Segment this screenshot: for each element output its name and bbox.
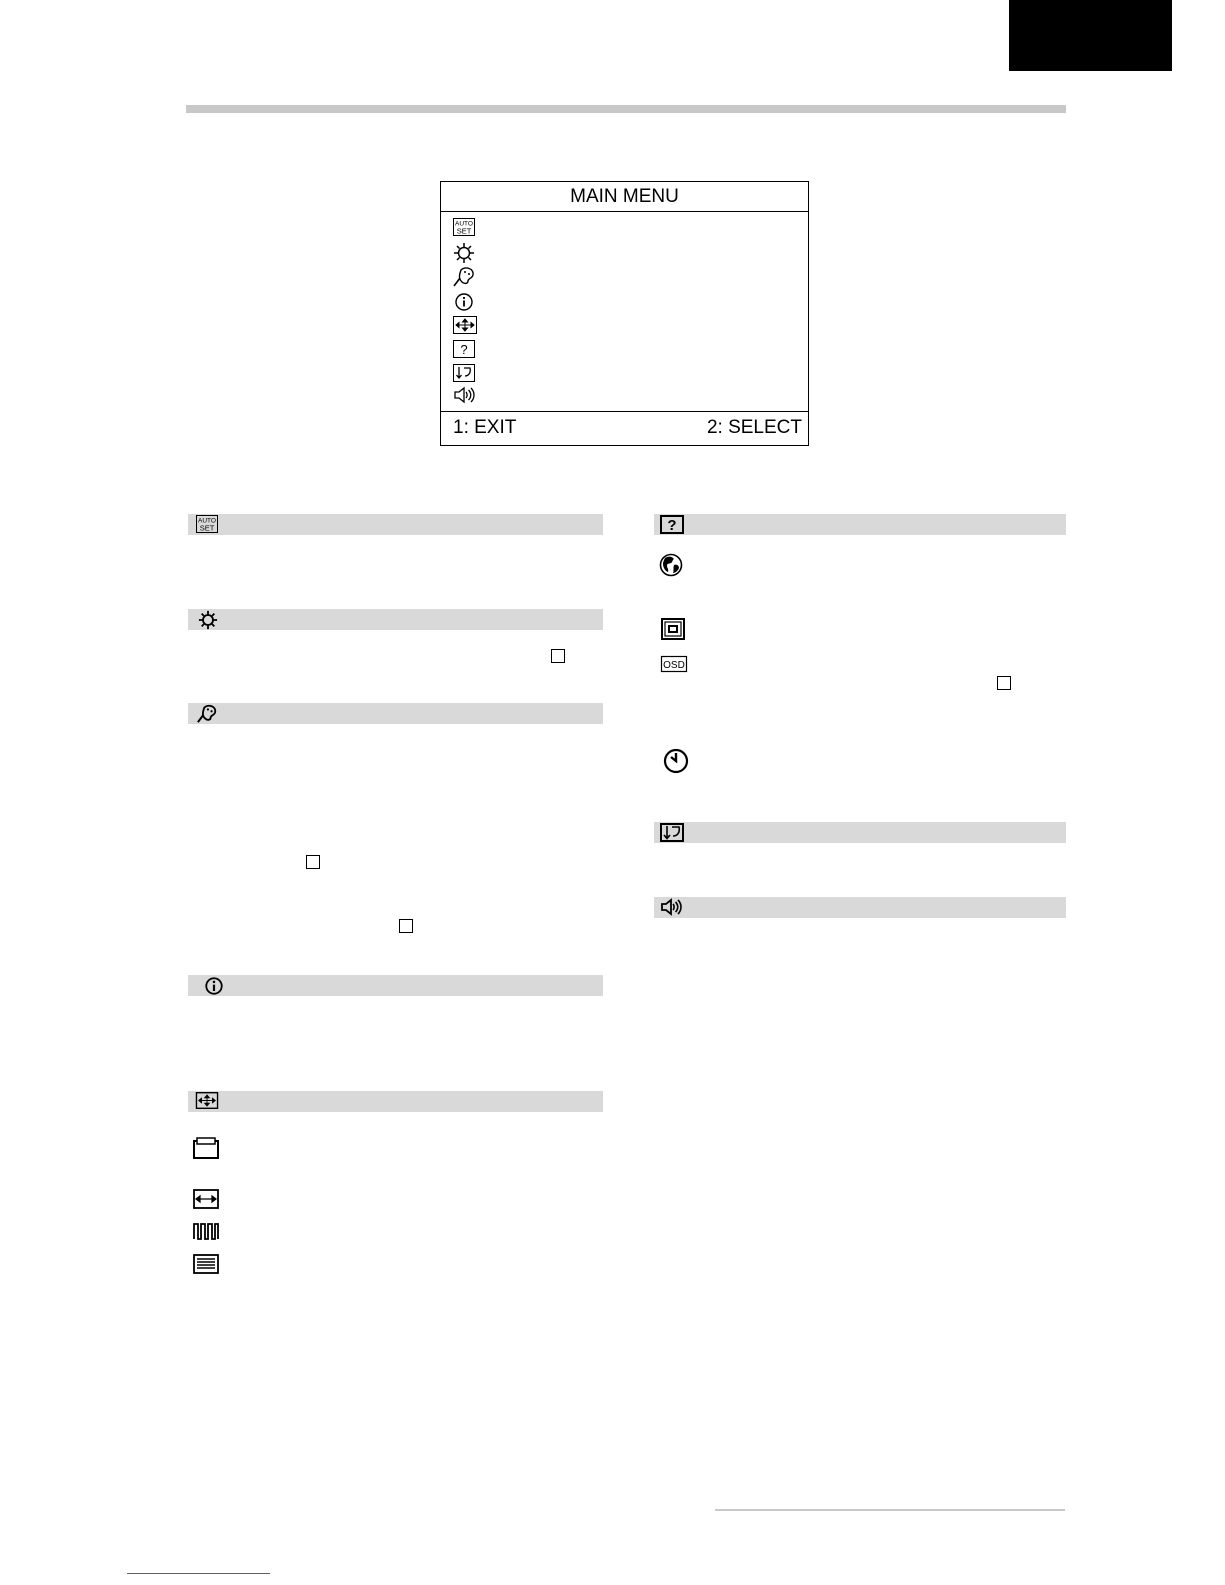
information-icon xyxy=(204,976,226,995)
clock-icon xyxy=(193,1254,221,1280)
color-palette-icon xyxy=(196,704,218,723)
position-icon[interactable] xyxy=(453,316,477,338)
speaker-icon xyxy=(660,898,682,917)
osd-timer-icon xyxy=(663,748,691,774)
checkbox-marker xyxy=(399,919,413,933)
auto-text: AUTO xyxy=(198,517,216,525)
checkbox-marker xyxy=(551,649,565,663)
auto-set-icon xyxy=(196,515,218,534)
section-bar-help xyxy=(654,514,1066,535)
osd-label-icon xyxy=(661,656,689,682)
information-icon[interactable] xyxy=(453,291,477,313)
select-label[interactable]: 2: SELECT xyxy=(706,417,802,438)
svg-text:?: ? xyxy=(460,342,468,357)
section-bar-information xyxy=(188,975,603,996)
osd-menu-footer xyxy=(441,411,808,445)
reset-icon xyxy=(660,823,682,842)
checkbox-marker xyxy=(997,676,1011,690)
color-palette-icon[interactable] xyxy=(453,266,477,288)
brightness-icon[interactable] xyxy=(453,242,477,264)
auto-text: AUTO xyxy=(455,220,473,228)
footer-link-underline xyxy=(127,1573,270,1574)
section-bar-color xyxy=(188,703,603,724)
header-rule xyxy=(186,105,1066,113)
osd-position-icon xyxy=(661,618,689,644)
h-size-icon xyxy=(193,1189,221,1215)
h-v-position-icon xyxy=(193,1138,221,1164)
chapter-tab-block xyxy=(1009,0,1172,71)
section-bar-auto-set xyxy=(188,514,603,535)
section-bar-brightness xyxy=(188,609,603,630)
help-icon xyxy=(660,515,682,534)
position-icon xyxy=(196,1092,218,1111)
footer-rule xyxy=(715,1509,1065,1511)
checkbox-marker xyxy=(306,855,320,869)
section-bar-position xyxy=(188,1091,603,1112)
phase-icon xyxy=(193,1222,221,1248)
brightness-icon xyxy=(198,610,220,629)
reset-icon[interactable] xyxy=(453,364,477,386)
language-globe-icon xyxy=(659,553,687,579)
section-bar-audio xyxy=(654,897,1066,918)
osd-main-menu xyxy=(440,181,809,446)
section-bar-reset xyxy=(654,822,1066,843)
auto-set-icon[interactable] xyxy=(453,218,477,240)
help-icon[interactable] xyxy=(453,340,477,362)
svg-text:?: ? xyxy=(667,517,677,534)
osd-menu-title: MAIN MENU xyxy=(441,182,808,212)
set-text: SET xyxy=(456,226,472,236)
set-text: SET xyxy=(199,523,215,533)
speaker-icon[interactable] xyxy=(453,386,477,408)
exit-label[interactable]: 1: EXIT xyxy=(453,417,517,438)
osd-text: OSD xyxy=(663,660,685,671)
